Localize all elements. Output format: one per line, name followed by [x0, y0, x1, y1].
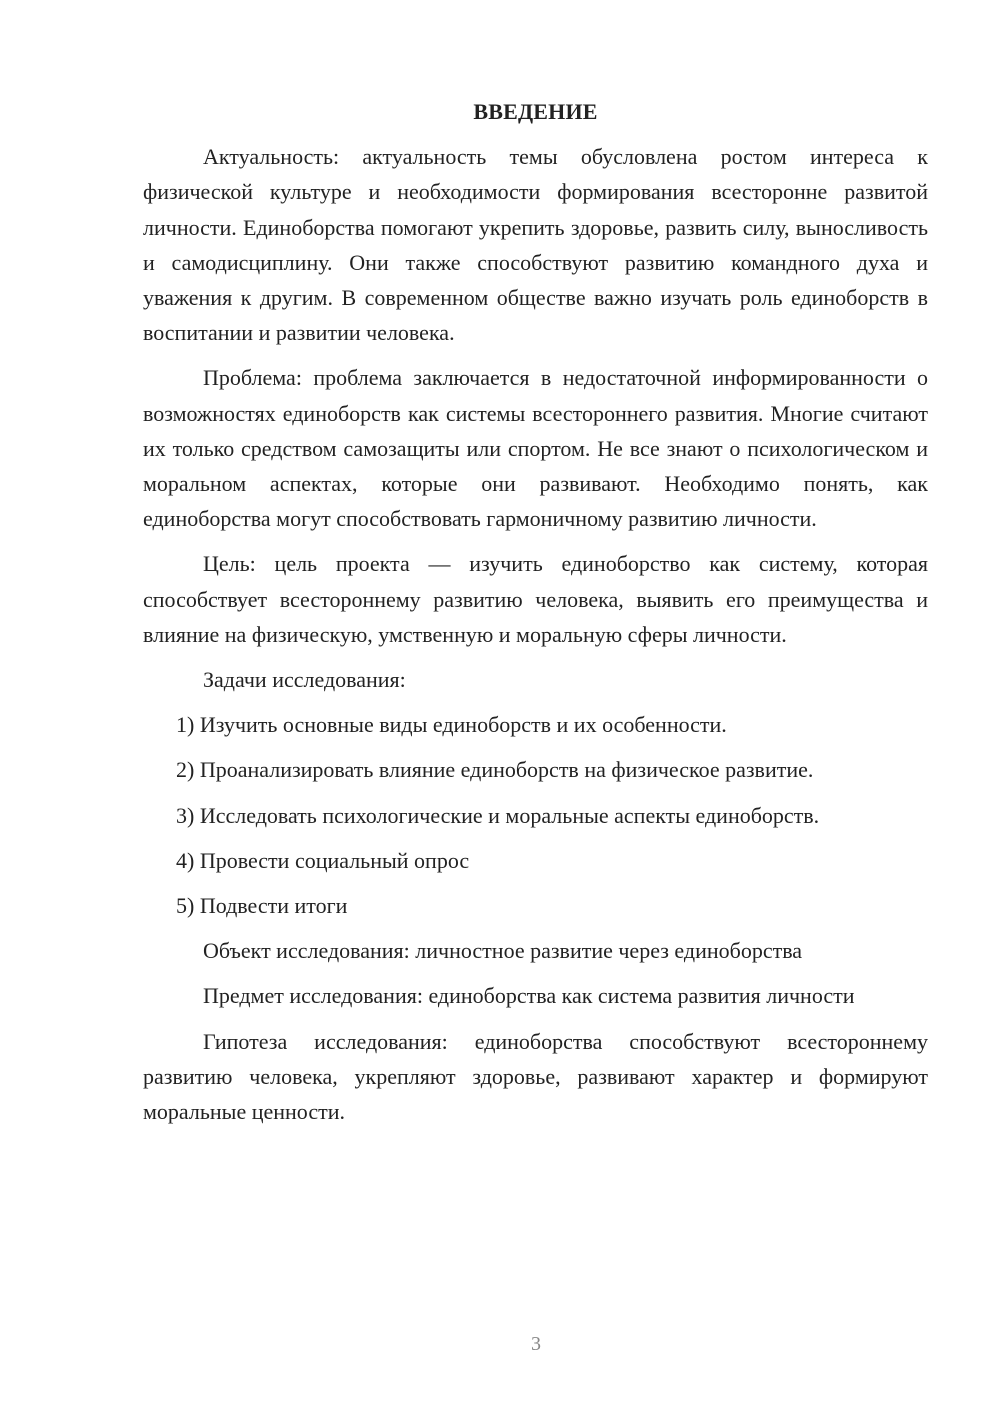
tasks-heading: Задачи исследования: — [203, 667, 406, 693]
list-item: 5) Подвести итоги — [176, 893, 348, 919]
subject-paragraph: Предмет исследования: единоборства как система развития личности — [203, 983, 855, 1009]
tasks-list — [143, 707, 928, 923]
goal-paragraph: Цель: цель проекта — изучить единоборство как систему, которая способствует всестороннему развитию человека, выявить его преимущества и влияние на физическую, умственную и моральную сферы личности. — [143, 551, 928, 647]
hypothesis-paragraph: Гипотеза исследования: единоборства способствуют всестороннему развитию человека, укрепляют здоровье, развивают характер и формируют моральные ценности. — [143, 1028, 928, 1125]
relevance-paragraph: Актуальность: актуальность темы обусловлена ростом интереса к физической культуре и необходимости формирования всесторонне развитой личности. Единоборства помогают укрепить здоровье, развить силу, выносливость и самодисциплину. Они также способствуют развитию командного духа и уважения к другим. В современном обществе важно изучать роль единоборств в воспитании и развитии человека. — [143, 144, 928, 346]
page-number: 3 — [531, 1333, 541, 1355]
list-item: 3) Исследовать психологические и моральные аспекты единоборств. — [176, 802, 820, 828]
page-content — [143, 94, 928, 1139]
problem-paragraph: Проблема: проблема заключается в недостаточной информированности о возможностях единоборств как системы всестороннего развития. Многие считают их только средством самозащиты или спортом. Не все знают о психологическом и моральном аспектах, которые они развивают. Необходимо понять, как единоборства могут способствовать гармоничному развитию личности. — [143, 365, 928, 532]
page-title: ВВЕДЕНИЕ — [473, 99, 598, 124]
list-item: 4) Провести социальный опрос — [176, 847, 470, 873]
object-paragraph: Объект исследования: личностное развитие через единоборства — [203, 938, 803, 964]
list-item: 2) Проанализировать влияние единоборств на физическое развитие. — [176, 757, 814, 783]
list-item: 1) Изучить основные виды единоборств и их особенности. — [176, 712, 727, 738]
